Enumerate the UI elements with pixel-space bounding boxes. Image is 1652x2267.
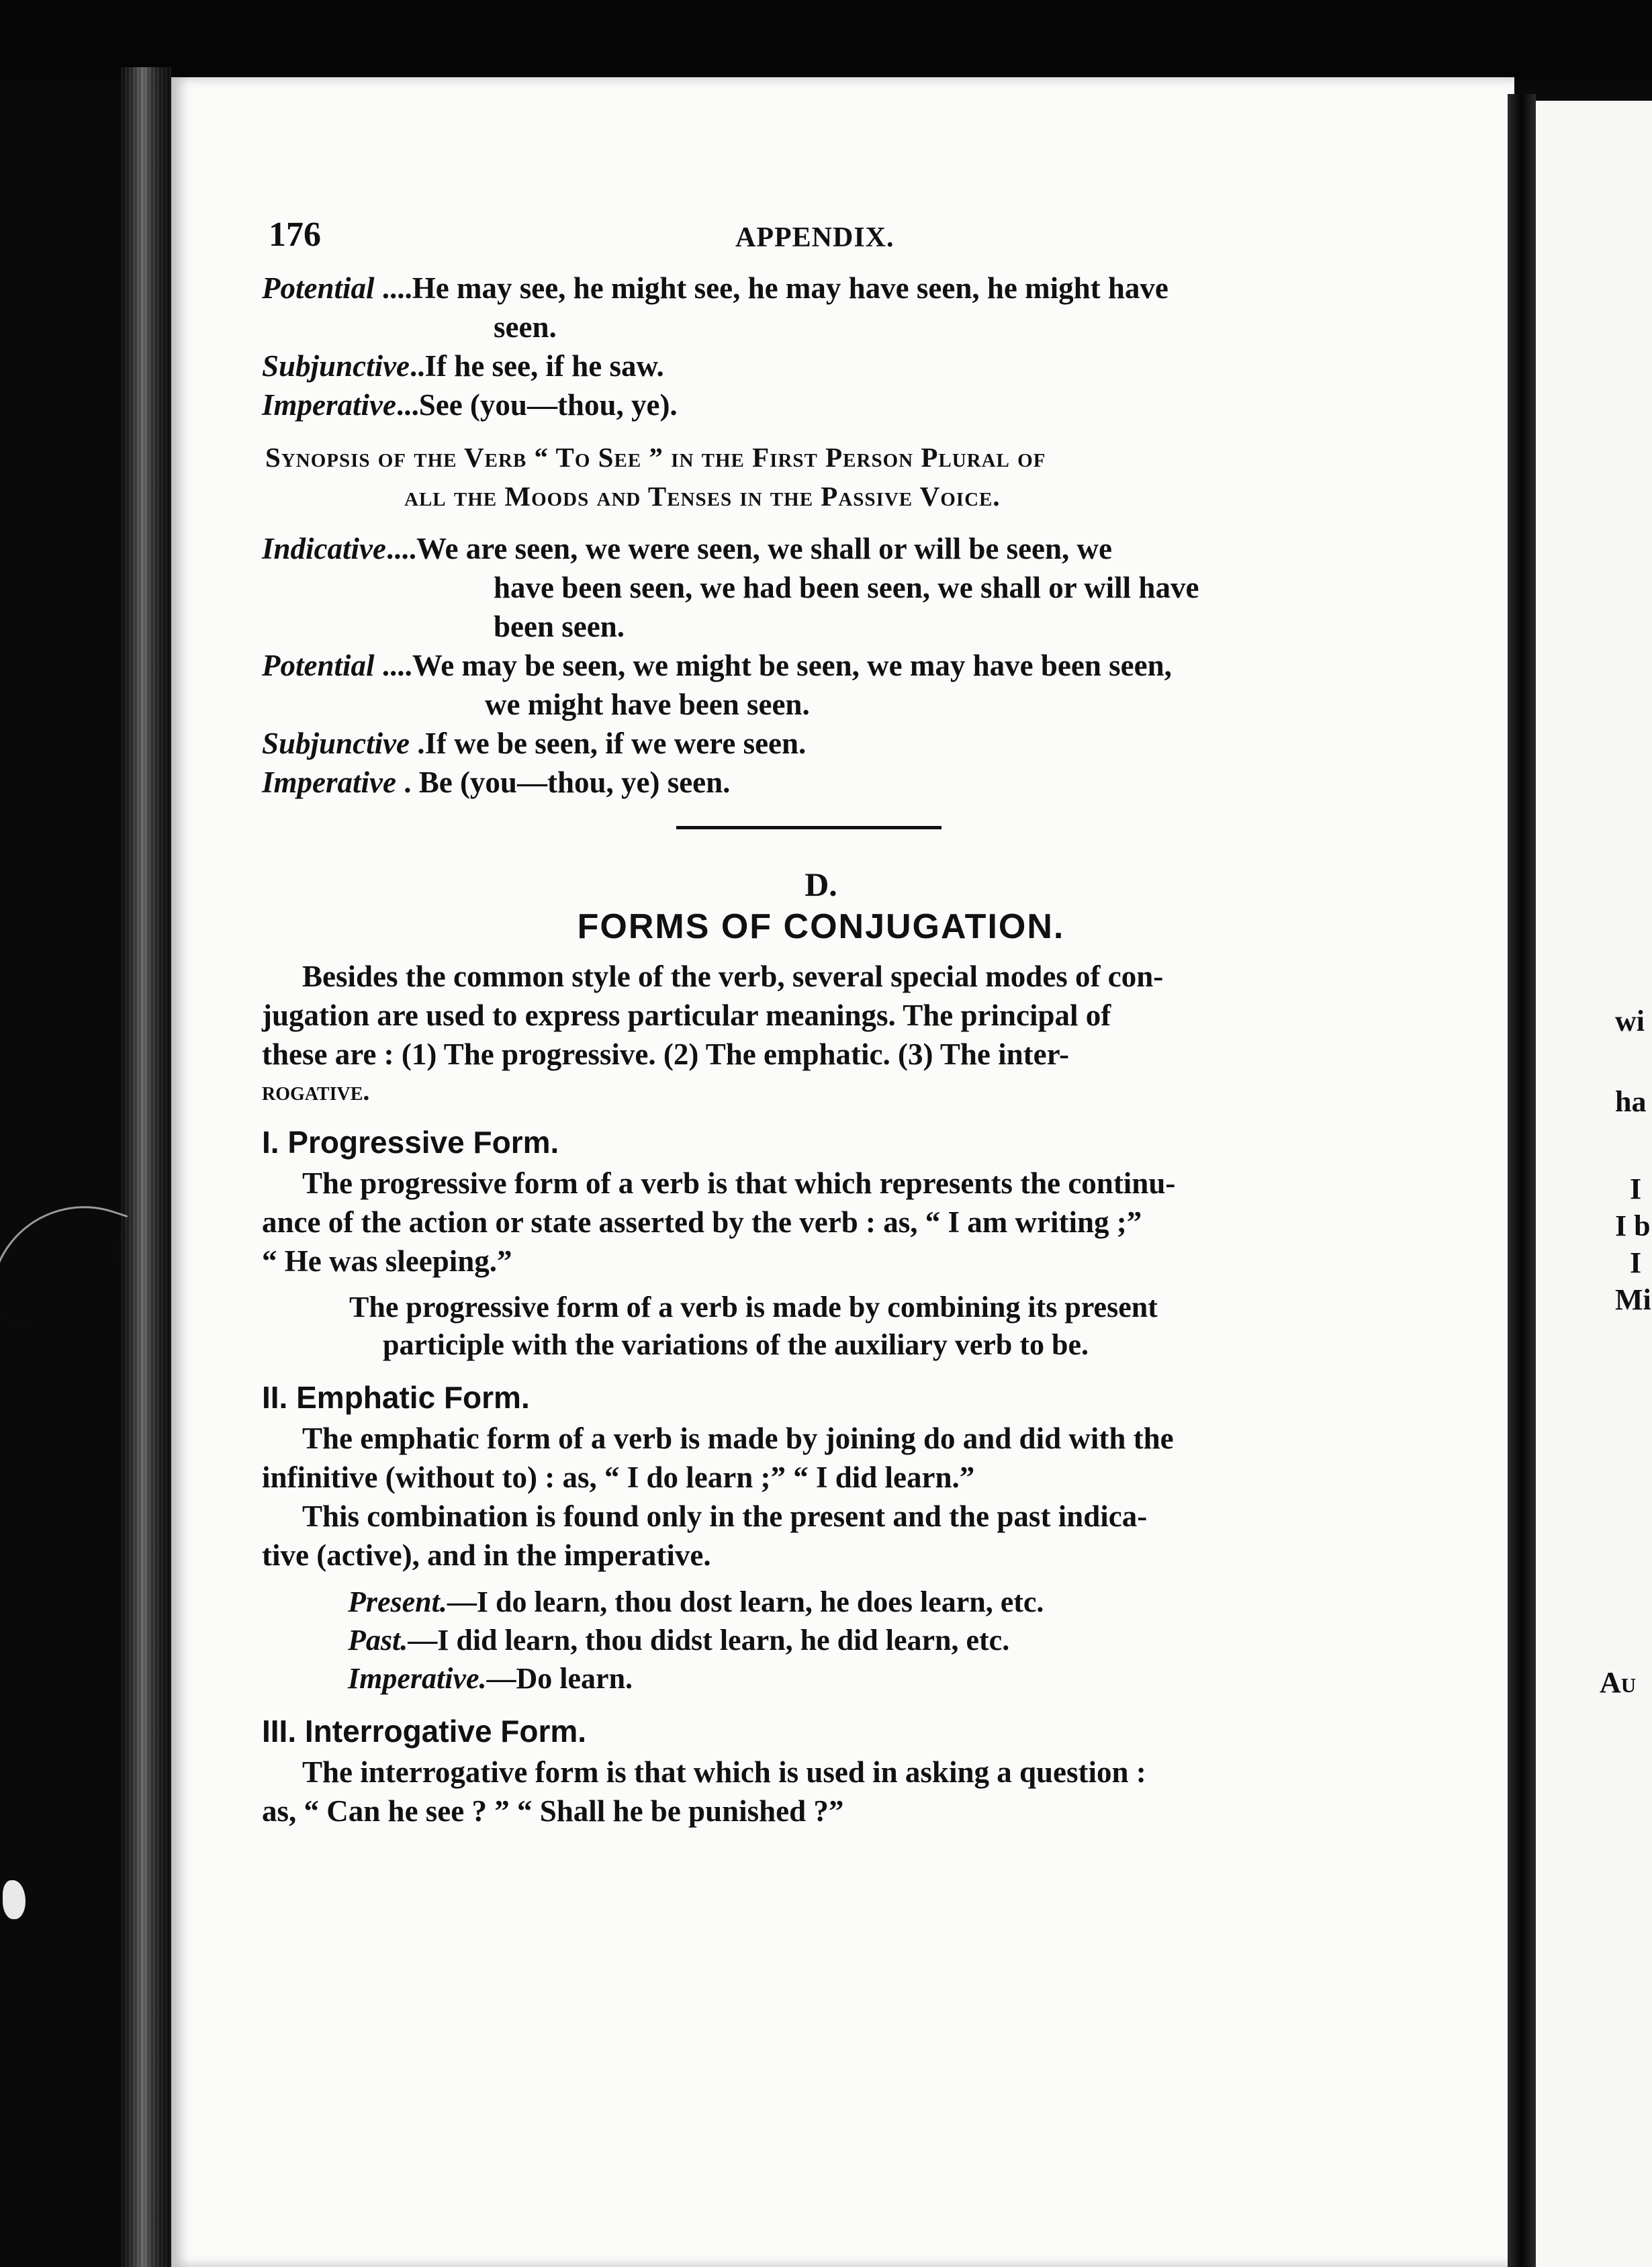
subhead-interrogative: III. Interrogative Form. [262,1714,587,1749]
synopsis-heading: all the Moods and Tenses in the Passive Voice. [404,481,1001,512]
facing-fragment: ha [1615,1085,1647,1118]
scan-artifact-curve [0,1182,128,1345]
mood-label: Potential [262,649,375,682]
facing-page [1536,101,1652,2267]
mood-label: Subjunctive [262,349,410,383]
section-title: FORMS OF CONJUGATION. [577,907,1065,946]
facing-fragment: I [1630,1246,1642,1279]
mood-label: Subjunctive [262,727,410,760]
subhead-emphatic: II. Emphatic Form. [262,1380,530,1415]
page-text [262,215,1380,1831]
scan-background [0,0,1652,81]
mood-entry: Potential ....He may see, he might see, he may have seen, he might have seen. [262,269,1380,346]
emphatic-examples [262,1583,1380,1698]
running-title: APPENDIX. [735,222,894,253]
interrogative-paragraph: The interrogative form is that which is used in asking a question : as, “ Can he see ? ” “ Shall he be punished ?” [262,1755,1146,1828]
page-number: 176 [269,216,321,254]
mood-entry: Indicative....We are seen, we were seen, we shall or will be seen, we have been seen, we had been seen, we shall or will have been seen. [262,529,1380,646]
mood-text: have been seen, we had been seen, we shall or will have [494,571,1199,604]
mood-text: we might have been seen. [485,688,810,721]
mood-entry: Imperative...See (you—thou, ye). [262,388,678,422]
mood-text: been seen. [494,610,625,643]
section-divider [676,826,942,829]
progressive-note: The progressive form of a verb is made by combining its present participle with the variations of the auxiliary verb to be. [349,1291,1158,1361]
mood-label: Imperative [262,388,396,422]
mood-label: Imperative [262,766,396,799]
section-letter: D. [805,866,837,903]
scan-artifact-blot [3,1880,26,1919]
book-gutter [1508,94,1536,2267]
mood-label: Indicative [262,532,386,565]
subhead-progressive: I. Progressive Form. [262,1125,559,1160]
emphatic-paragraph: The emphatic form of a verb is made by joining do and did with the infinitive (without to) : as, “ I do learn ;” “ I did learn.” This combination is found only in the present and the past indica- tive (active), and in the imperative. [262,1422,1174,1572]
mood-text: If he see, if he saw. [424,349,664,383]
facing-fragment: I [1630,1172,1642,1205]
mood-text: We are seen, we were seen, we shall or will be seen, we [416,532,1113,565]
mood-label: Potential [262,271,375,305]
mood-entry: Subjunctive..If he see, if he saw. [262,349,664,383]
mood-text: If we be seen, if we were seen. [424,727,807,760]
facing-fragment: Au [1600,1666,1637,1699]
example-line: Imperative.—Do learn. [348,1662,633,1695]
running-head [262,215,1380,269]
facing-fragment: wi [1615,1005,1645,1037]
facing-fragment: I b [1615,1209,1651,1242]
book-page-edges [121,67,171,2267]
progressive-paragraph: The progressive form of a verb is that which represents the continu- ance of the action or state asserted by the verb : as, “ I am writing ;” “ He was sleeping.” [262,1166,1176,1278]
mood-entry: Potential ....We may be seen, we might be seen, we may have been seen, we might have been seen. [262,646,1380,724]
intro-paragraph: Besides the common style of the verb, several special modes of con- jugation are used to express particular meanings. The principal of these are : (1) The progressive. (2) The emphatic. (3) The inter- rogative. [262,960,1164,1106]
mood-text: Be (you—thou, ye) seen. [418,766,731,799]
mood-text: We may be seen, we might be seen, we may have been seen, [412,649,1172,682]
example-line: Present.—I do learn, thou dost learn, he does learn, etc. [348,1585,1044,1618]
mood-text: He may see, he might see, he may have seen, he might have [412,271,1168,305]
mood-text: seen. [494,310,557,344]
mood-entry: Subjunctive .If we be seen, if we were seen. [262,727,807,760]
mood-text: See (you—thou, ye). [418,388,678,422]
mood-entry: Imperative . Be (you—thou, ye) seen. [262,766,731,799]
synopsis-heading: Synopsis of the Verb “ To See ” in the First Person Plural of [265,442,1046,473]
example-line: Past.—I did learn, thou didst learn, he did learn, etc. [348,1624,1010,1657]
facing-fragment: Mi [1615,1283,1651,1316]
